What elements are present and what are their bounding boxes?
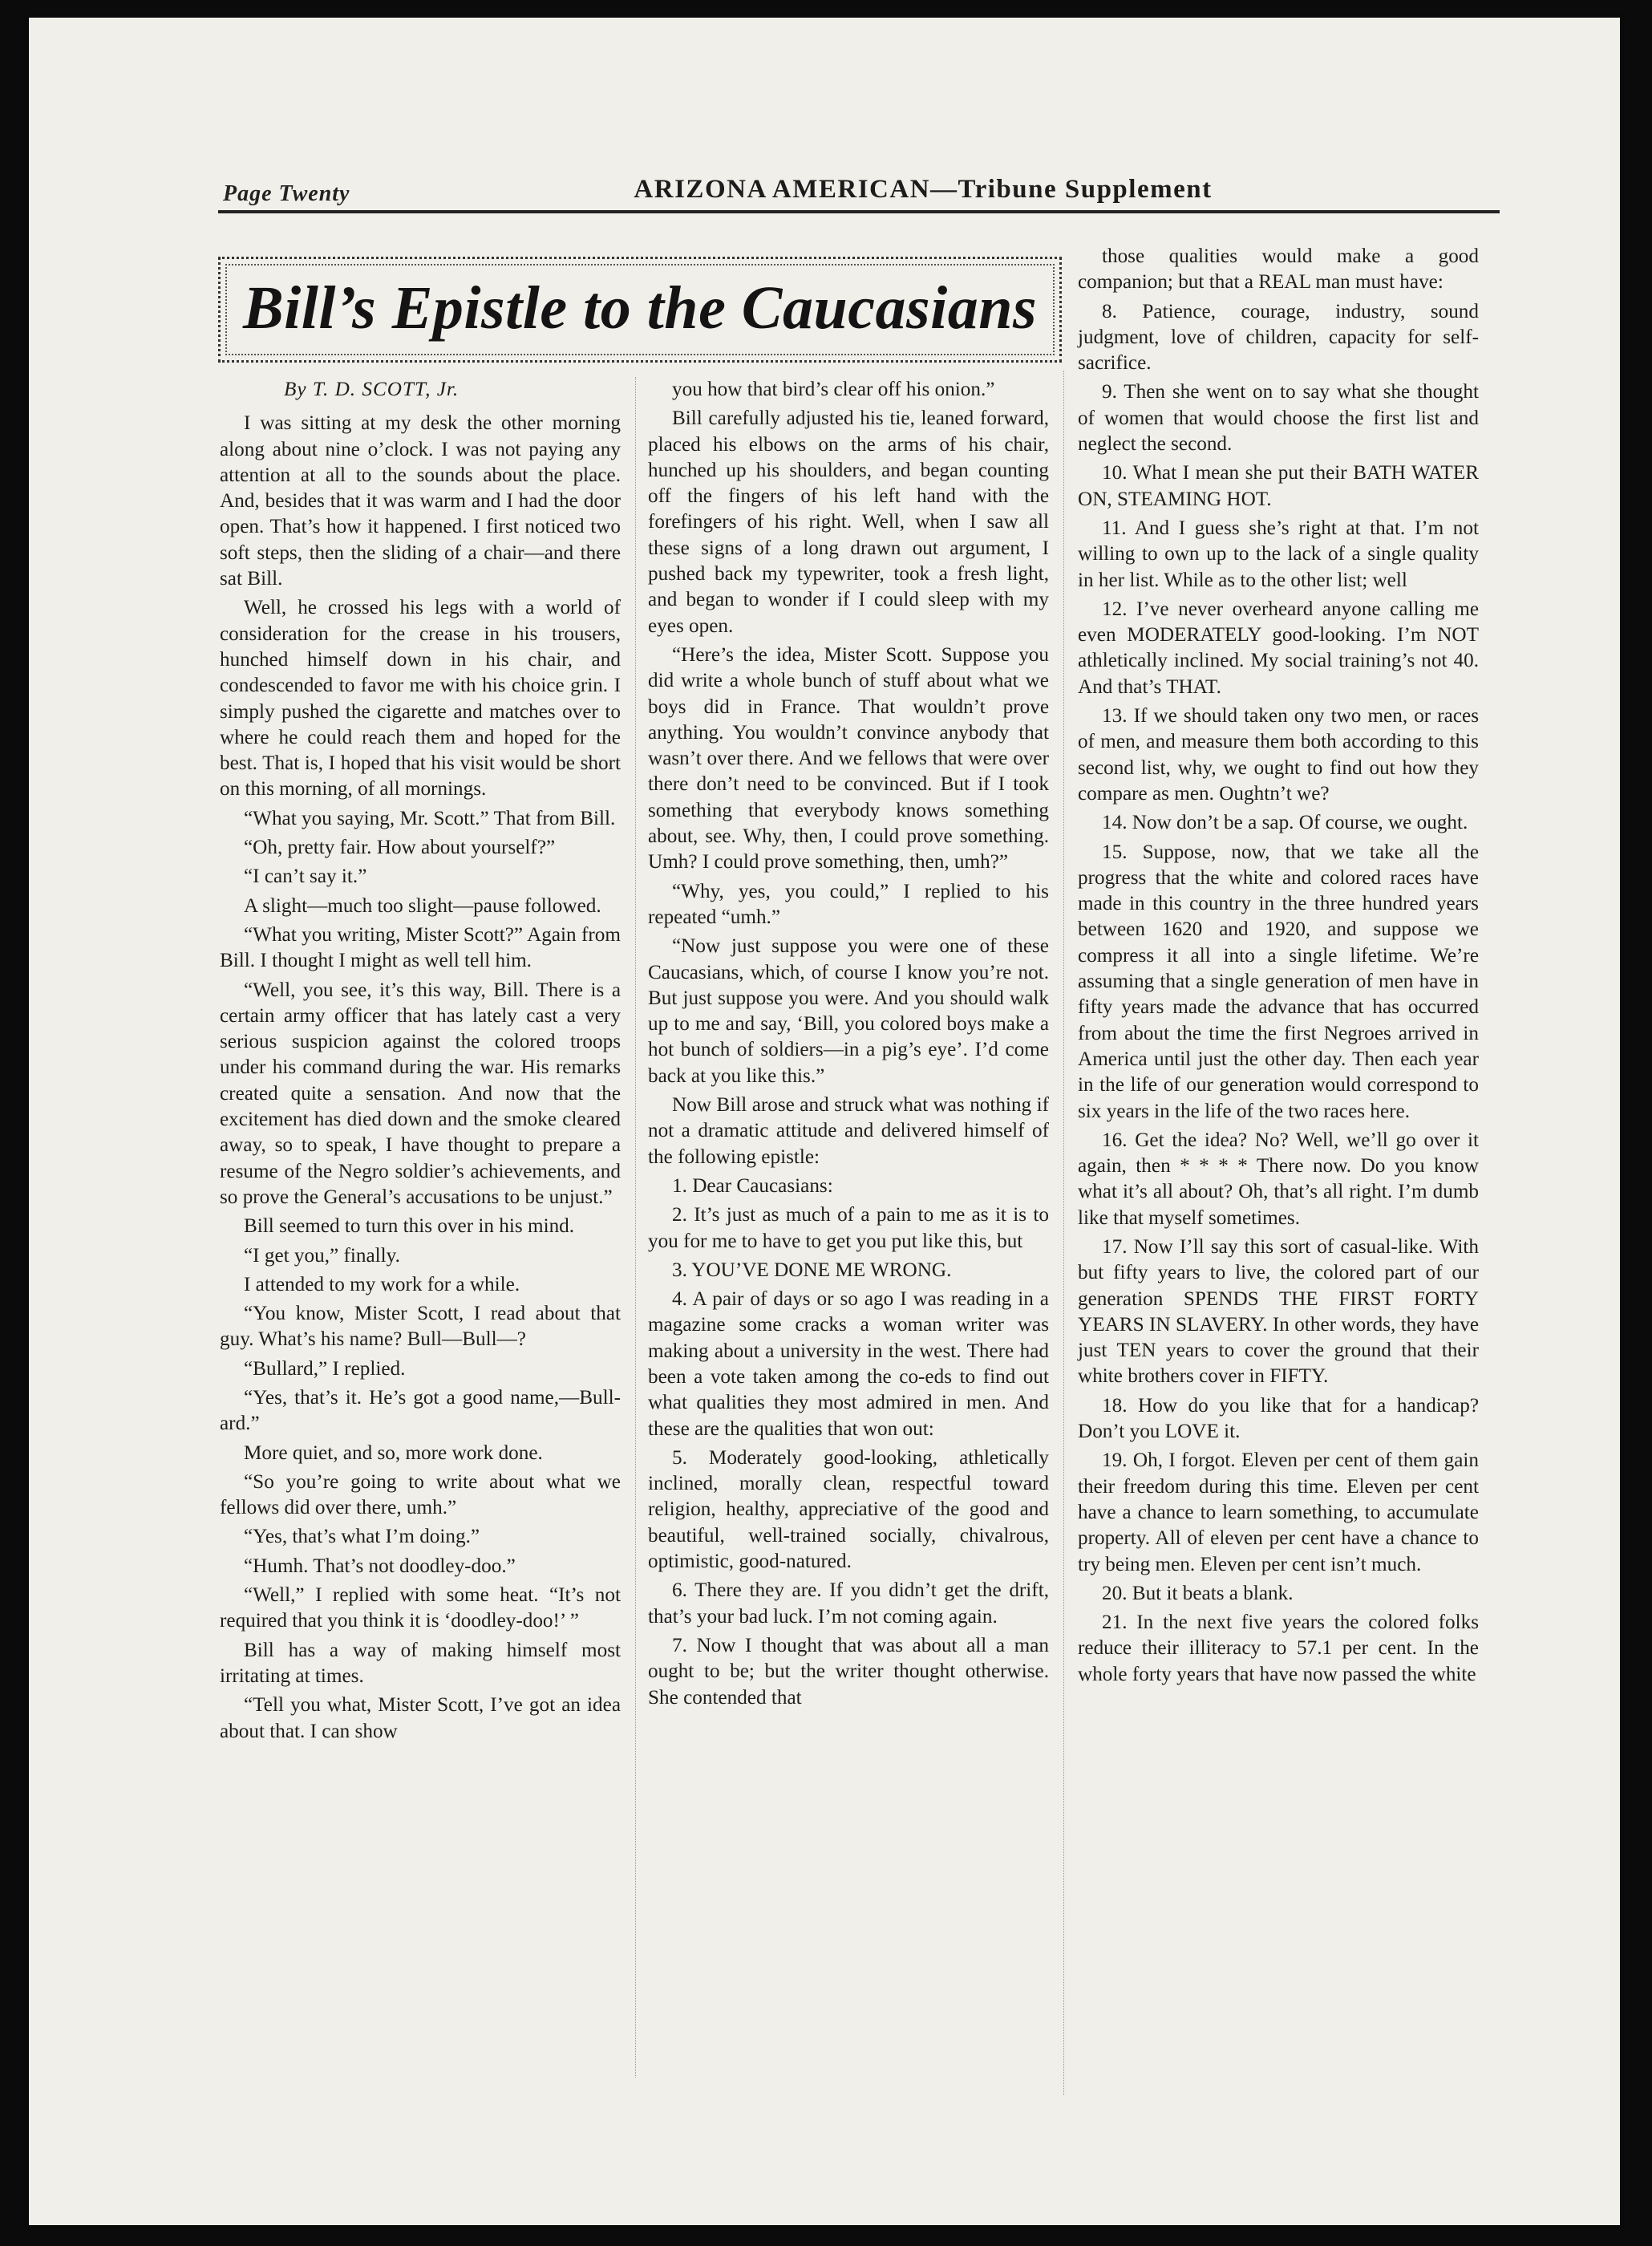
- paragraph: Bill carefully adjusted his tie, leaned forward, placed his elbows on the arms of his chair, hunched up his shoulders, and began counting off the fingers of his left hand with the forefingers of his right. Well, when I saw all these signs of a long drawn out argument, I pushed back my typewriter, took a fresh light, and began to wonder if I could sleep with my eyes open.: [648, 407, 1049, 637]
- page-number-label: Page Twenty: [223, 181, 350, 206]
- paragraph: 14. Now don’t be a sap. Of course, we ought.: [1102, 812, 1468, 834]
- paragraph: “Bullard,” I replied.: [244, 1357, 406, 1380]
- paragraph: 15. Suppose, now, that we take all the progress that the white and colored races have made in this country in the three hundred years between 1620 and 1920, and suppose we compress it all into a single lifetime. We’re assuming that a single generation of men have in fifty years made the advance that has occurred from about the time the first Negroes arrived in America until just the other day. Then each year in the life of our generation would correspond to six years in the life of the two races here.: [1078, 841, 1479, 1122]
- page-header: [218, 170, 1500, 213]
- paragraph: 8. Patience, courage, industry, sound judgment, love of children, capacity for self-sacrifice.: [1078, 300, 1479, 375]
- paragraph: “Well, you see, it’s this way, Bill. There is a certain army officer that has lately cast a very serious suspicion against the colored troops under his command during the war. His remarks created quite a sensation. And now that the excitement has died down and the smoke cleared away, so to speak, I have thought to prepare a resume of the Negro soldier’s achievements, and so prove the General’s accusations to be unjust.”: [220, 979, 621, 1208]
- paragraph: “I can’t say it.”: [244, 866, 367, 888]
- paragraph: “Here’s the idea, Mister Scott. Suppose you did write a whole bunch of stuff about what we boys did in France. That wouldn’t prove anything. You wouldn’t convince anybody that wasn’t over there. And we fellows that were over there don’t need to be convinced. But if I took something that everybody knows something about, see. Why, then, I could prove something. Umh? I could prove something, then, umh?”: [648, 643, 1049, 874]
- paragraph: “Yes, that’s it. He’s got a good name,—Bull-ard.”: [220, 1386, 621, 1435]
- paragraph: “Why, yes, you could,” I replied to his repeated “umh.”: [648, 880, 1049, 928]
- paragraph: 4. A pair of days or so ago I was reading in a magazine some cracks a woman writer was making about a university in the west. There had been a vote taken among the co-eds to find out what qualities they most admired in men. And these are the qualities that won out:: [648, 1288, 1049, 1440]
- newspaper-page: [29, 18, 1620, 2225]
- article-column-1: [220, 377, 621, 1748]
- paragraph: Bill has a way of making himself most irritating at times.: [220, 1639, 621, 1687]
- paragraph: “What you writing, Mister Scott?” Again from Bill. I thought I might as well tell him.: [220, 923, 621, 972]
- paragraph: 2. It’s just as much of a pain to me as it is to you for me to have to get you put like this, but: [648, 1204, 1049, 1252]
- paragraph: “So you’re going to write about what we fellows did over there, umh.”: [220, 1470, 621, 1519]
- paragraph: I was sitting at my desk the other morning along about nine o’clock. I was not paying any attention at all to the sounds about the place. And, besides that it was warm and I had the door open. That’s how it happened. I first noticed two soft steps, then the sliding of a chair—and there sat Bill.: [220, 412, 621, 590]
- paragraph: “Tell you what, Mister Scott, I’ve got an idea about that. I can show: [220, 1694, 621, 1742]
- paragraph: “I get you,” finally.: [244, 1244, 400, 1267]
- column-divider: [635, 377, 636, 2078]
- article-title: Bill’s Epistle to the Caucasians: [242, 274, 1038, 342]
- paragraph: 19. Oh, I forgot. Eleven per cent of them gain their freedom during this time. Eleven per cent have a chance to learn something, to accumulate property. All of eleven per cent have a chance to try being men. Eleven per cent isn’t much.: [1078, 1449, 1479, 1575]
- paragraph: Now Bill arose and struck what was nothing if not a dramatic attitude and delivered himself of the following epistle:: [648, 1094, 1049, 1168]
- paragraph: 6. There they are. If you didn’t get the drift, that’s your bad luck. I’m not coming again.: [648, 1579, 1049, 1628]
- paragraph: “What you saying, Mr. Scott.” That from Bill.: [244, 807, 616, 829]
- paragraph: 12. I’ve never overheard anyone calling me even MODERATELY good-looking. I’m NOT athletically inclined. My social training’s not 40. And that’s THAT.: [1078, 598, 1479, 698]
- article-column-3: [1078, 244, 1479, 1691]
- paragraph: “Humh. That’s not doodley-doo.”: [244, 1555, 516, 1577]
- paragraph: you how that bird’s clear off his onion.”: [672, 379, 995, 400]
- paragraph: 3. YOU’VE DONE ME WRONG.: [672, 1259, 952, 1281]
- column-divider: [1063, 371, 1064, 2095]
- paragraph: 18. How do you like that for a handicap? Don’t you LOVE it.: [1078, 1394, 1479, 1443]
- paragraph: those qualities would make a good companion; but that a REAL man must have:: [1078, 245, 1479, 294]
- paragraph: 10. What I mean she put their BATH WATER ON, STEAMING HOT.: [1078, 462, 1479, 510]
- paragraph: A slight—much too slight—pause followed.: [244, 894, 601, 917]
- paragraph: 5. Moderately good-looking, athletically inclined, morally clean, respectful toward religion, healthy, appreciative of the good and beautiful, well-trained socially, chivalrous, optimistic, good-natured.: [648, 1446, 1049, 1573]
- paragraph: “Well,” I replied with some heat. “It’s not required that you think it is ‘doodley-doo!’ ”: [220, 1584, 621, 1632]
- paragraph: 7. Now I thought that was about all a man ought to be; but the writer thought otherwise. She contended that: [648, 1634, 1049, 1709]
- paragraph: 1. Dear Caucasians:: [672, 1174, 833, 1197]
- paragraph: 11. And I guess she’s right at that. I’m not willing to own up to the lack of a single quality in her list. While as to the other list; well: [1078, 517, 1479, 591]
- paragraph: 16. Get the idea? No? Well, we’ll go over it again, then * * * * There now. Do you know what it’s all about? Oh, that’s all right. I’m dumb like that myself sometimes.: [1078, 1129, 1479, 1229]
- byline: By T. D. SCOTT, Jr.: [284, 379, 460, 400]
- paragraph: I attended to my work for a while.: [244, 1273, 520, 1295]
- paragraph: “Oh, pretty fair. How about yourself?”: [244, 837, 556, 859]
- paragraph: “You know, Mister Scott, I read about that guy. What’s his name? Bull—Bull—?: [220, 1303, 621, 1351]
- paragraph: “Now just suppose you were one of these Caucasians, which, of course I know you’re not. But just suppose you were. And you should walk up to me and say, ‘Bill, you colored boys make a hot bunch of soldiers—in a pig’s eye’. I’d come back at you like this.”: [648, 935, 1049, 1087]
- paragraph: 21. In the next five years the colored folks reduce their illiteracy to 57.1 per cent. In the whole forty years that have now passed the white: [1078, 1612, 1479, 1685]
- article-title-box: [218, 257, 1062, 363]
- paragraph: More quiet, and so, more work done.: [244, 1441, 543, 1464]
- publication-title: ARIZONA AMERICAN—Tribune Supplement: [634, 175, 1213, 204]
- paragraph: 9. Then she went on to say what she thought of women that would choose the first list and neglect the second.: [1078, 381, 1479, 456]
- article-column-2: [648, 377, 1049, 1714]
- paragraph: 13. If we should taken ony two men, or races of men, and measure them both according to this second list, why, we ought to find out how they compare as men. Oughtn’t we?: [1078, 705, 1479, 805]
- paragraph: 17. Now I’ll say this sort of casual-like. With but fifty years to live, the colored part of our generation SPENDS THE FIRST FORTY YEARS IN SLAVERY. In other words, they have just TEN years to cover the ground that their white brothers cover in FIFTY.: [1078, 1235, 1479, 1388]
- paragraph: 20. But it beats a blank.: [1102, 1582, 1294, 1604]
- paragraph: Bill seemed to turn this over in his mind.: [244, 1215, 575, 1238]
- paragraph: “Yes, that’s what I’m doing.”: [244, 1526, 480, 1548]
- paragraph: Well, he crossed his legs with a world of consideration for the crease in his trousers, hunched himself down in his chair, and condescended to favor me with his choice grin. I simply pushed the cigarette and matches over to where he could reach them and hoped for the best. That is, I hoped that his visit would be short on this morning, of all mornings.: [220, 597, 621, 801]
